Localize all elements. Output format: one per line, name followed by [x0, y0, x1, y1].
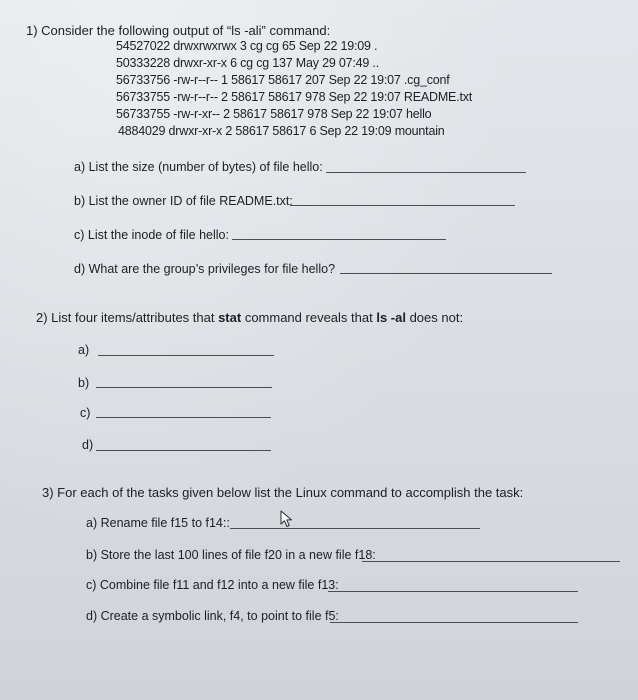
- answer-line-q1b: [290, 205, 515, 206]
- answer-line-q2a: [98, 355, 274, 356]
- answer-line-q2c: [96, 417, 271, 418]
- answer-line-q2b: [96, 387, 272, 388]
- answer-line-q1d: [340, 273, 552, 274]
- q1-item-c: c) List the inode of file hello:: [74, 228, 229, 242]
- ls-line-2: 50333228 drwxr-xr-x 6 cg cg 137 May 29 07:49 ..: [116, 56, 379, 70]
- q3-item-c: c) Combine file f11 and f12 into a new file f13:: [86, 578, 339, 592]
- q2-title-suffix: does not:: [405, 310, 464, 325]
- q3-title: 3) For each of the tasks given below list the Linux command to accomplish the task:: [42, 485, 524, 500]
- q1-item-a: a) List the size (number of bytes) of file hello:: [74, 160, 323, 174]
- q3-item-a: a) Rename file f15 to f14::: [86, 516, 230, 530]
- q2-item-d: d): [82, 438, 94, 452]
- q1-item-b: b) List the owner ID of file README.txt:: [74, 194, 293, 208]
- answer-line-q1c: [232, 239, 446, 240]
- q2-title-middle: command reveals that: [241, 310, 377, 325]
- q2-item-c: c): [80, 406, 91, 420]
- ls-line-5: 56733755 -rw-r-xr-- 2 58617 58617 978 Sep 22 19:07 hello: [116, 107, 432, 121]
- q2-title-prefix: 2) List four items/attributes that: [36, 310, 219, 325]
- answer-line-q3c: [328, 591, 578, 592]
- q3-item-d: d) Create a symbolic link, f4, to point to file f5:: [86, 609, 339, 623]
- q2-title-lsal: ls -al: [376, 310, 406, 325]
- q3-item-b: b) Store the last 100 lines of file f20 in a new file f18:: [86, 548, 376, 562]
- answer-line-q3b: [362, 561, 620, 562]
- answer-line-q2d: [96, 450, 271, 451]
- answer-line-q3d: [330, 622, 578, 623]
- q2-item-a: a): [78, 343, 90, 357]
- ls-line-4: 56733755 -rw-r--r-- 2 58617 58617 978 Sep 22 19:07 README.txt: [116, 90, 473, 104]
- answer-line-q1a: [326, 172, 526, 173]
- q1-item-d: d) What are the group’s privileges for file hello?: [74, 262, 336, 276]
- q2-title: [36, 311, 463, 325]
- q2-title-stat: stat: [218, 310, 242, 325]
- ls-line-6: 4884029 drwxr-xr-x 2 58617 58617 6 Sep 22 19:09 mountain: [118, 124, 445, 138]
- answer-line-q3a: [230, 528, 480, 529]
- mouse-pointer-icon: [280, 510, 294, 528]
- q2-item-b: b): [78, 376, 90, 390]
- q1-title: 1) Consider the following output of “ls -ali” command:: [26, 23, 331, 38]
- ls-line-1: 54527022 drwxrwxrwx 3 cg cg 65 Sep 22 19:09 .: [116, 39, 378, 53]
- ls-line-3: 56733756 -rw-r--r-- 1 58617 58617 207 Sep 22 19:07 .cg_conf: [116, 73, 450, 87]
